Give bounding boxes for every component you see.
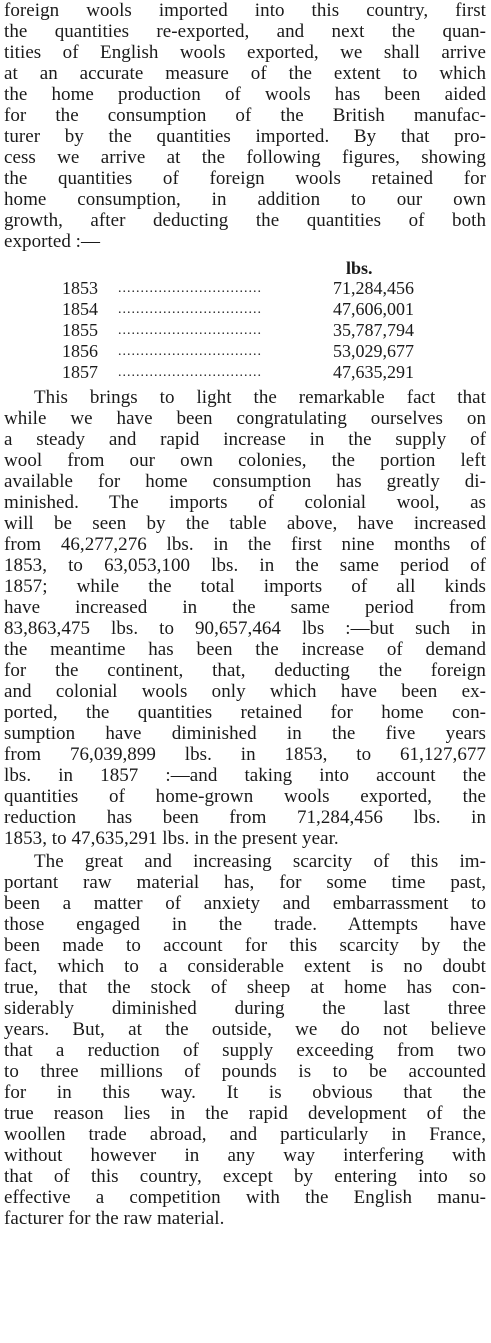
text-line: growth, after deducting the quantities of both (4, 210, 486, 231)
text-line: been a matter of anxiety and embarrassment to (4, 893, 486, 914)
text-line: for the continent, that, deducting the foreign (4, 660, 486, 681)
paragraph-scarcity (4, 851, 486, 1229)
table-row (4, 299, 486, 320)
text-line: wool from our own colonies, the portion left (4, 450, 486, 471)
table-unit-header: lbs. (346, 258, 373, 278)
text-line: that of this country, except by entering into so (4, 1166, 486, 1187)
text-line: portant raw material has, for some time past, (4, 872, 486, 893)
table-row (4, 278, 486, 299)
text-line: facturer for the raw material. (4, 1208, 225, 1229)
text-line: home consumption, in addition to our own (4, 189, 486, 210)
text-line: This brings to light the remarkable fact that (34, 387, 486, 408)
table-row-quantity: 47,635,291 (333, 362, 414, 382)
table-row (4, 320, 486, 341)
text-line: true reason lies in the rapid development of the (4, 1103, 486, 1124)
text-line: a steady and rapid increase in the supply of (4, 429, 486, 450)
text-line: fact, which to a considerable extent is no doubt (4, 956, 486, 977)
text-line: 1853, to 47,635,291 lbs. in the present year. (4, 828, 339, 849)
text-line: without however in any way interfering with (4, 1145, 486, 1166)
table-row (4, 341, 486, 362)
text-line: from 76,039,899 lbs. in 1853, to 61,127,677 (4, 744, 486, 765)
text-line: to three millions of pounds is to be accounted (4, 1061, 486, 1082)
intro-paragraph (4, 0, 486, 252)
text-line: available for home consumption has greatly di- (4, 471, 486, 492)
text-line: the quantities re-exported, and next the quan- (4, 21, 486, 42)
text-line: foreign wools imported into this country, first (4, 0, 486, 21)
table-row-quantity: 35,787,794 (333, 320, 414, 340)
paragraph-colonial-wool (4, 387, 486, 849)
table-row (4, 362, 486, 383)
table-row-quantity: 47,606,001 (333, 299, 414, 319)
text-line: true, that the stock of sheep at home has con- (4, 977, 486, 998)
table-row-year: 1857 (62, 362, 98, 382)
text-line: lbs. in 1857 :—and taking into account the (4, 765, 486, 786)
text-line: siderably diminished during the last three (4, 998, 486, 1019)
text-line: the quantities of foreign wools retained for (4, 168, 486, 189)
text-line: will be seen by the table above, have increased (4, 513, 486, 534)
dot-leader: ................................ (118, 281, 262, 296)
table-row-quantity: 71,284,456 (333, 278, 414, 298)
text-line: quantities of home-grown wools exported, the (4, 786, 486, 807)
table-row-year: 1853 (62, 278, 98, 298)
text-line: tities of English wools exported, we shall arrive (4, 42, 486, 63)
text-line: exported :— (4, 231, 101, 252)
text-line: effective a competition with the English manu- (4, 1187, 486, 1208)
text-line: and colonial wools only which have been ex- (4, 681, 486, 702)
text-line: that a reduction of supply exceeding from two (4, 1040, 486, 1061)
text-line: 83,863,475 lbs. to 90,657,464 lbs :—but such in (4, 618, 486, 639)
table-row-year: 1855 (62, 320, 98, 340)
text-line: sumption have diminished in the five years (4, 723, 486, 744)
dot-leader: ................................ (118, 344, 262, 359)
text-line: years. But, at the outside, we do not believe (4, 1019, 486, 1040)
text-line: been made to account for this scarcity by the (4, 935, 486, 956)
text-line: minished. The imports of colonial wool, as (4, 492, 486, 513)
text-line: reduction has been from 71,284,456 lbs. in (4, 807, 486, 828)
wool-retained-table (4, 256, 486, 383)
text-line: cess we arrive at the following figures, showing (4, 147, 486, 168)
dot-leader: ................................ (118, 302, 262, 317)
table-row-year: 1856 (62, 341, 98, 361)
text-line: 1857; while the total imports of all kinds (4, 576, 486, 597)
text-line: those engaged in the trade. Attempts have (4, 914, 486, 935)
table-row-quantity: 53,029,677 (333, 341, 414, 361)
table-row-year: 1854 (62, 299, 98, 319)
text-line: from 46,277,276 lbs. in the first nine months of (4, 534, 486, 555)
text-line: while we have been congratulating ourselves on (4, 408, 486, 429)
text-line: the meantime has been the increase of demand (4, 639, 486, 660)
dot-leader: ................................ (118, 365, 262, 380)
text-line: the home production of wools has been aided (4, 84, 486, 105)
text-line: 1853, to 63,053,100 lbs. in the same period of (4, 555, 486, 576)
text-line: turer by the quantities imported. By that pro- (4, 126, 486, 147)
text-line: for in this way. It is obvious that the (4, 1082, 486, 1103)
text-line: have increased in the same period from (4, 597, 486, 618)
text-line: at an accurate measure of the extent to which (4, 63, 486, 84)
text-line: ported, the quantities retained for home con- (4, 702, 486, 723)
text-line: woollen trade abroad, and particularly in France, (4, 1124, 486, 1145)
text-line: The great and increasing scarcity of this im- (34, 851, 486, 872)
dot-leader: ................................ (118, 323, 262, 338)
text-line: for the consumption of the British manufac- (4, 105, 486, 126)
